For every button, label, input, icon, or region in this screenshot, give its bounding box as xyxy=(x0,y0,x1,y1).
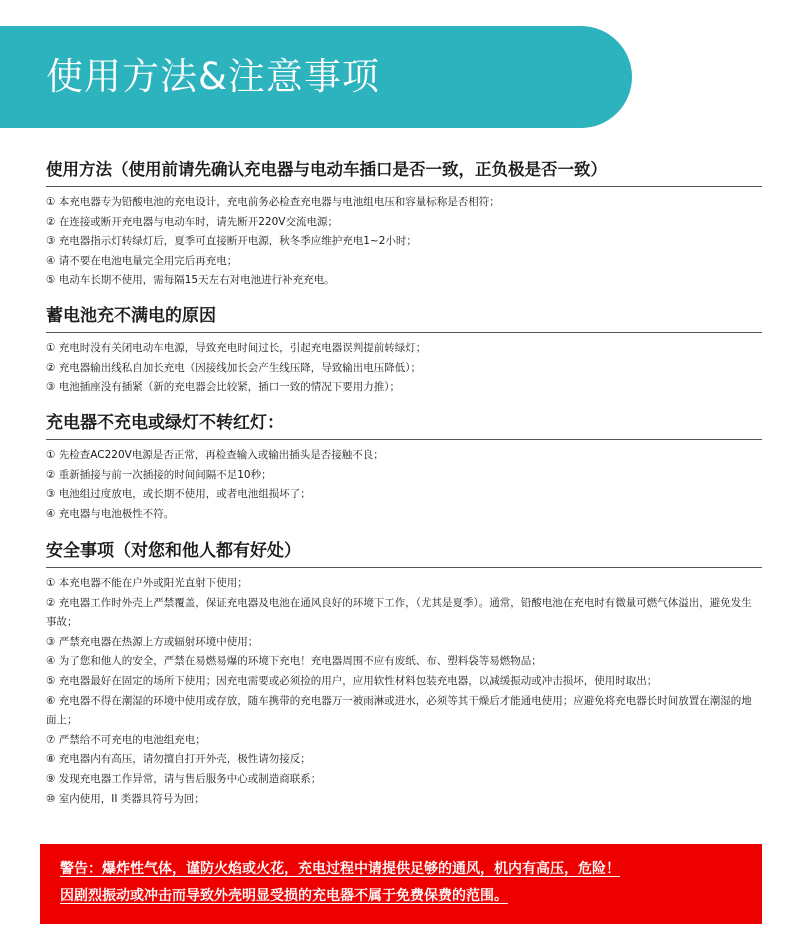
safety-section xyxy=(46,536,762,809)
usage-section xyxy=(46,156,762,291)
list-item: ① 本充电器不能在户外或阳光直射下使用； xyxy=(46,577,248,589)
list-item: ④ 为了您和他人的安全，严禁在易燃易爆的环境下充电！充电器周围不应有废纸、布、塑料袋等易燃物品； xyxy=(46,655,542,668)
list-item: ① 先检查AC220V电源是否正常，再检查输入或输出插头是否接触不良； xyxy=(46,449,384,461)
warning-line: 警告：爆炸性气体，谨防火焰或火花，充电过程中请提供足够的通风，机内有高压，危险！ xyxy=(60,861,620,877)
list-item: ② 充电器工作时外壳上严禁覆盖，保证充电器及电池在通风良好的环境下工作，（尤其是夏季）。通常，铅酸电池在充电时有微量可燃气体溢出，避免发生事故； xyxy=(46,596,752,629)
list-item: ⑤ 电动车长期不使用，需每隔15天左右对电池进行补充充电。 xyxy=(46,274,335,286)
divider xyxy=(46,567,762,568)
list-item: ③ 充电器指示灯转绿灯后，夏季可直接断开电源，秋冬季应维护充电1~2小时； xyxy=(46,235,417,247)
no-charge-section xyxy=(46,408,762,524)
divider xyxy=(46,439,762,440)
reasons-list xyxy=(46,339,762,398)
list-item: ② 重新插接与前一次插接的时间间隔不足10秒； xyxy=(46,468,272,481)
list-item: ② 充电器输出线私自加长充电（因接线加长会产生线压降，导致输出电压降低）； xyxy=(46,361,421,374)
usage-heading: 使用方法（使用前请先确认充电器与电动车插口是否一致，正负极是否一致） xyxy=(46,160,607,179)
list-item: ⑩ 室内使用，II 类器具符号为回； xyxy=(46,792,205,805)
divider xyxy=(46,186,762,187)
no-charge-heading: 充电器不充电或绿灯不转红灯： xyxy=(46,413,284,433)
warning-line: 因剧烈振动或冲击而导致外壳明显受损的充电器不属于免费保费的范围。 xyxy=(60,888,508,904)
list-item: ② 在连接或断开充电器与电动车时，请先断开220V交流电源； xyxy=(46,215,338,228)
divider xyxy=(46,332,762,333)
list-item: ⑨ 发现充电器工作异常，请与售后服务中心或制造商联系； xyxy=(46,772,322,785)
list-item: ① 充电时没有关闭电动车电源，导致充电时间过长，引起充电器误判提前转绿灯； xyxy=(46,342,427,354)
list-item: ① 本充电器专为铅酸电池的充电设计，充电前务必检查充电器与电池组电压和容量标称是否相符； xyxy=(46,196,500,208)
safety-heading: 安全事项（对您和他人都有好处） xyxy=(46,541,301,561)
list-item: ③ 电池组过度放电，或长期不使用，或者电池组损坏了； xyxy=(46,488,311,500)
list-item: ③ 电池插座没有插紧（新的充电器会比较紧，插口一致的情况下要用力推）； xyxy=(46,381,400,393)
warning-box xyxy=(40,844,762,924)
safety-list xyxy=(46,574,762,809)
list-item: ⑤ 充电器最好在固定的场所下使用；因充电需要或必须捡的用户，应用软性材料包装充电器，以减缓振动或冲击损坏，使用时取出； xyxy=(46,674,658,687)
usage-list xyxy=(46,193,762,291)
reasons-heading: 蓄电池充不满电的原因 xyxy=(46,306,216,326)
list-item: ⑥ 充电器不得在潮湿的环境中使用或存放，随车携带的充电器万一被雨淋或进水，必须等其干燥后才能通电使用；应避免将充电器长时间放置在潮湿的地面上； xyxy=(46,694,752,727)
list-item: ⑦ 严禁给不可充电的电池组充电； xyxy=(46,733,206,746)
page-title: 使用方法&注意事项 xyxy=(46,55,380,98)
reasons-section xyxy=(46,301,762,398)
no-charge-list xyxy=(46,446,762,524)
list-item: ④ 充电器与电池极性不符。 xyxy=(46,507,175,520)
list-item: ④ 请不要在电池电量完全用完后再充电； xyxy=(46,254,238,267)
list-item: ⑧ 充电器内有高压，请勿擅自打开外壳，极性请勿接反； xyxy=(46,753,311,766)
list-item: ③ 严禁充电器在热源上方或辐射环境中使用； xyxy=(46,635,259,648)
